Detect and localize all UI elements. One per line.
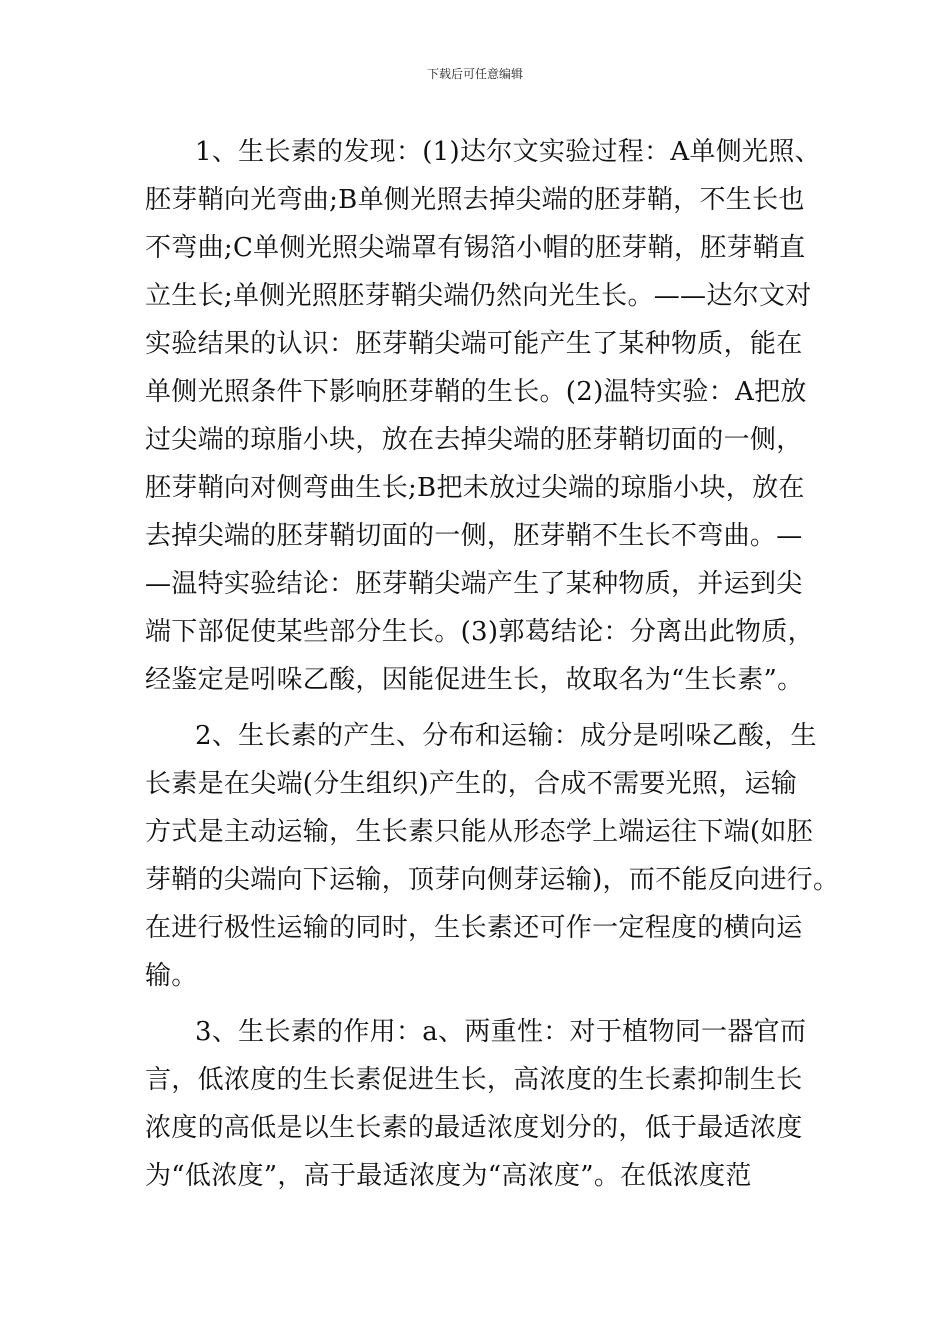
paragraph-spacer (145, 1000, 810, 1008)
text-line: 言，低浓度的生长素促进生长，高浓度的生长素抑制生长 (145, 1065, 803, 1095)
text-line: 长素是在尖端(分生组织)产生的，合成不需要光照，运输 (145, 769, 798, 799)
text-line: —温特实验结论：胚芽鞘尖端产生了某种物质，并运到尖 (145, 569, 803, 599)
text-line: 3、生长素的作用：a、两重性：对于植物同一器官而 (195, 1017, 807, 1047)
text-line: 芽鞘的尖端向下运输，顶芽向侧芽运输)，而不能反向进行。 (145, 865, 840, 895)
text-line: 胚芽鞘向光弯曲;B单侧光照去掉尖端的胚芽鞘，不生长也 (145, 185, 805, 215)
text-line: 浓度的高低是以生长素的最适浓度划分的，低于最适浓度 (145, 1113, 803, 1143)
text-line: 实验结果的认识：胚芽鞘尖端可能产生了某种物质，能在 (145, 329, 803, 359)
text-line: 在进行极性运输的同时，生长素还可作一定程度的横向运 (145, 913, 803, 943)
paragraph-auxin-production (145, 712, 840, 1000)
text-line: 单侧光照条件下影响胚芽鞘的生长。(2)温特实验：A把放 (145, 377, 807, 407)
text-line: 输。 (145, 961, 198, 991)
text-line: 端下部促使某些部分生长。(3)郭葛结论：分离出此物质， (145, 617, 814, 647)
text-line: 为“低浓度”，高于最适浓度为“高浓度”。在低浓度范 (145, 1161, 752, 1191)
text-line: 2、生长素的产生、分布和运输：成分是吲哚乙酸，生 (195, 721, 817, 751)
paragraph-auxin-discovery (145, 128, 821, 704)
document-body (145, 128, 840, 1200)
text-line: 立生长;单侧光照胚芽鞘尖端仍然向光生长。——达尔文对 (145, 281, 812, 311)
text-line: 经鉴定是吲哚乙酸，因能促进生长，故取名为“生长素”。 (145, 665, 804, 695)
text-line: 1、生长素的发现：(1)达尔文实验过程：A单侧光照、 (195, 137, 821, 167)
text-line: 不弯曲;C单侧光照尖端罩有锡箔小帽的胚芽鞘，胚芽鞘直 (145, 233, 806, 263)
text-line: 去掉尖端的胚芽鞘切面的一侧，胚芽鞘不生长不弯曲。— (145, 521, 803, 551)
text-line: 胚芽鞘向对侧弯曲生长;B把未放过尖端的琼脂小块，放在 (145, 473, 805, 503)
paragraph-auxin-function (145, 1008, 810, 1200)
paragraph-spacer (145, 704, 810, 712)
page-header: 下载后可任意编辑 (426, 67, 523, 81)
text-line: 过尖端的琼脂小块，放在去掉尖端的胚芽鞘切面的一侧， (145, 425, 803, 455)
text-line: 方式是主动运输，生长素只能从形态学上端运往下端(如胚 (145, 817, 813, 847)
